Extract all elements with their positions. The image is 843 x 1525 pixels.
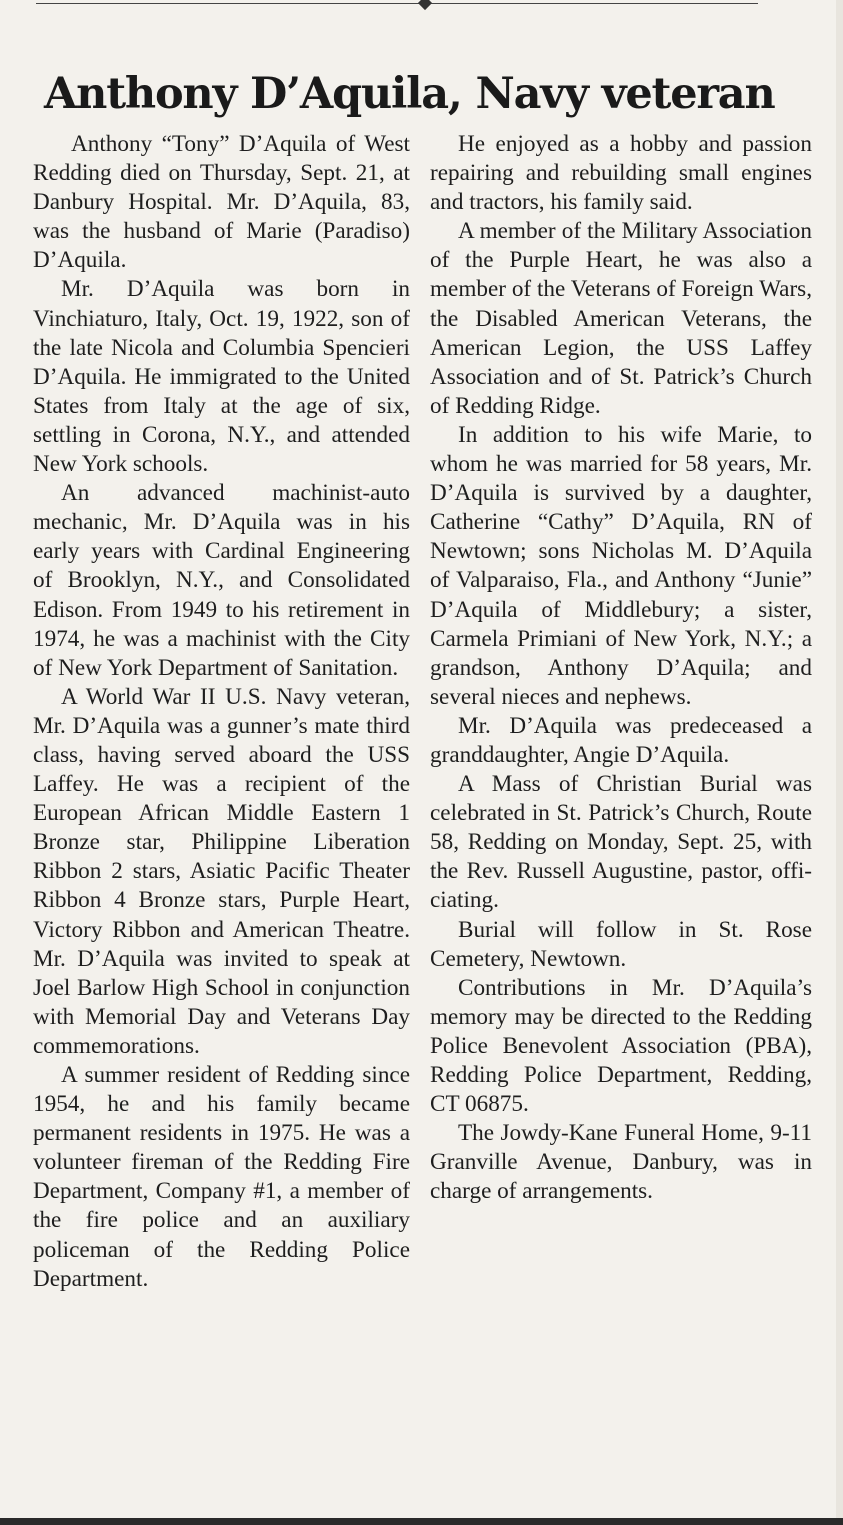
left-column xyxy=(33,130,410,1294)
paragraph-contributions: Contributions in Mr. D’Aquila’s memory may be directed to the Redding Police Benevolent Association (PBA), Redding Police Department, Redding, CT 06875. xyxy=(430,974,812,1118)
paragraph-predeceased: Mr. D’Aquila was predeceased a granddaughter, Angie D’Aquila. xyxy=(430,712,812,768)
top-rule xyxy=(36,3,758,4)
right-column xyxy=(430,130,812,1206)
paragraph-survivors: In addition to his wife Marie, to whom he was married for 58 years, Mr. D’Aquila is survived by a daughter, Catherine “Cathy” D’Aquila, RN of Newtown; sons Nicholas M. D’Aquila of Valparaiso, Fla., and Anthony “Junie” D’Aquila of Middlebury; a sister, Carmela Primiani of New York, N.Y.; a grandson, Anthony D’Aquila; and several nieces and nephews. xyxy=(430,421,812,710)
paragraph-burial: Burial will follow in St. Rose Cemetery, Newtown. xyxy=(430,916,812,972)
paragraph-funeral-home: The Jowdy-Kane Funeral Home, 9-11 Granville Avenue, Danbury, was in charge of arrangements. xyxy=(430,1120,812,1205)
paragraph-career: An advanced machinist-auto mechanic, Mr. D’Aquila was in his early years with Cardinal Engineering of Brooklyn, N.Y., and Consolidated Edison. From 1949 to his retirement in 1974, he was a machinist with the City of New York Department of Sanitation. xyxy=(33,480,410,681)
paragraph-mass: A Mass of Christian Burial was celebrated in St. Patrick’s Church, Route 58, Redding on Monday, Sept. 25, with the Rev. Russell Augustine, pastor, officiating. xyxy=(430,771,812,914)
top-ornament xyxy=(418,0,432,10)
bottom-scan-edge xyxy=(0,1518,843,1525)
paragraph-navy-service: A World War II U.S. Navy veteran, Mr. D’Aquila was a gunner’s mate third class, having served aboard the USS Laffey. He was a recipient of the European African Middle Eastern 1 Bronze star, Philippine Liberation Ribbon 2 stars, Asiatic Pacific Theater Ribbon 4 Bronze stars, Purple Heart, Victory Ribbon and American Theatre. Mr. D’Aquila was invited to speak at Joel Barlow High School in conjunction with Memorial Day and Veterans Day commemorations. xyxy=(33,683,410,1059)
paragraph-death-notice: Anthony “Tony” D’Aquila of West Redding died on Thursday, Sept. 21, at Danbury Hospital. Mr. D’Aquila, 83, was the husband of Marie (Paradiso) D’Aquila. xyxy=(33,131,410,274)
headline: Anthony D’Aquila, Navy veteran xyxy=(44,69,775,119)
adjacent-column-edge xyxy=(836,0,843,1525)
paragraph-hobby: He enjoyed as a hobby and passion repairing and rebuilding small engines and tractors, his family said. xyxy=(430,131,812,216)
paragraph-redding-resident: A summer resident of Redding since 1954, he and his family became permanent residents in 1975. He was a volunteer fireman of the Redding Fire Department, Company #1, a member of the fire police and an auxiliary policeman of the Redding Police Department. xyxy=(33,1062,410,1292)
paragraph-birth: Mr. D’Aquila was born in Vinchiaturo, Italy, Oct. 19, 1922, son of the late Nicola and Columbia Spencieri D’Aquila. He immigrated to the United States from Italy at the age of six, settling in Corona, N.Y., and attended New York schools. xyxy=(33,276,410,478)
paragraph-memberships: A member of the Military Association of the Purple Heart, he was also a member of the Veterans of Foreign Wars, the Disabled American Veterans, the American Legion, the USS Laffey Association and of St. Patrick’s Church of Redding Ridge. xyxy=(430,218,812,419)
